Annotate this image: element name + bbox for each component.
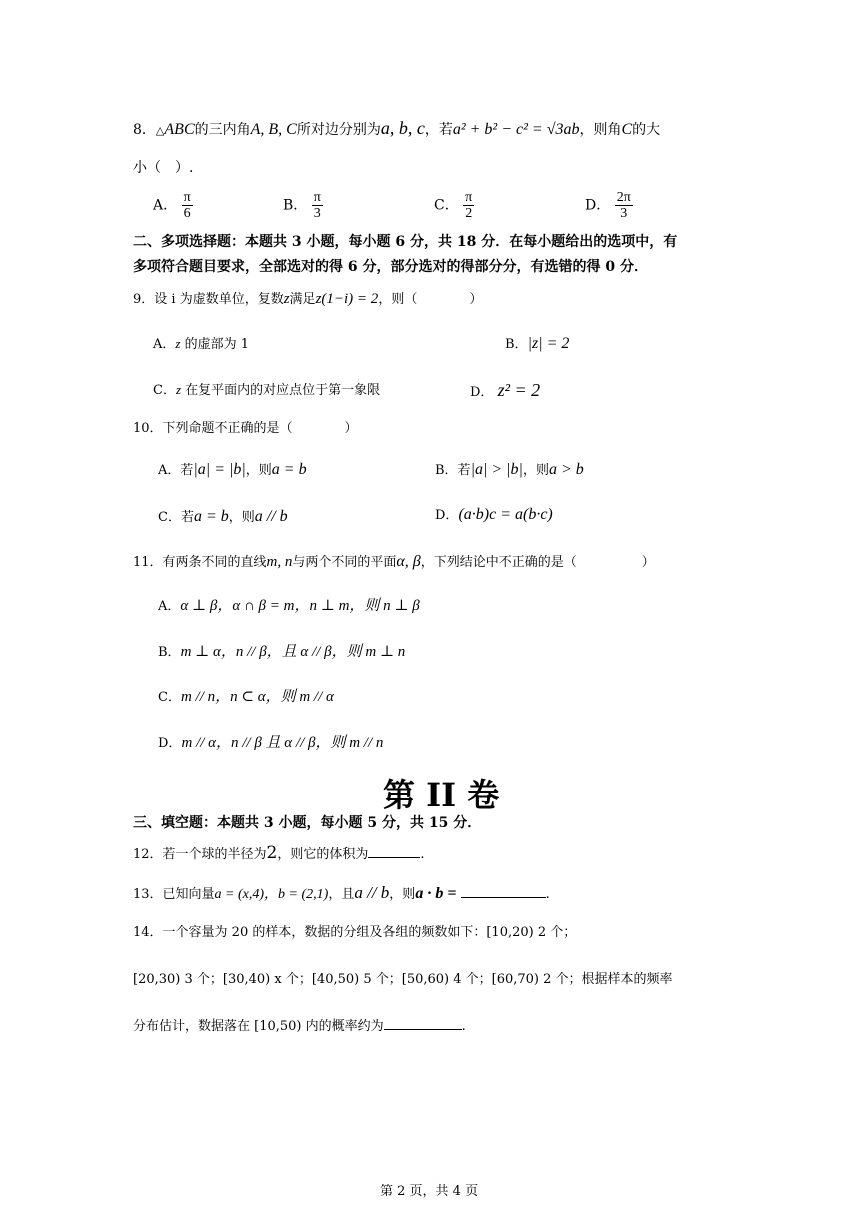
q8-option-c [434, 190, 474, 222]
q11-text: ，下列结论中不正确的是（ ） [420, 555, 655, 570]
vector-a: a = (x,4) [214, 887, 265, 902]
period: . [545, 887, 550, 902]
q8-line2: 小（ ）. [133, 160, 194, 176]
option-condition: |a| = |b| [193, 461, 246, 478]
q14-line2: [20,30) 3 个；[30,40) x 个；[40,50) 5 个；[50,60) 4 个；[60,70) 2 个；根据样本的频率 [133, 972, 673, 987]
option-label: A． [153, 337, 176, 352]
option-equation: |z| = 2 [527, 335, 570, 352]
option-text: m // α，n // β 且 α // β，则 m // n [181, 735, 384, 751]
numerator: π [465, 190, 473, 205]
q8-angles: A, B, C [250, 121, 297, 138]
q9-stem [133, 290, 482, 308]
q14-line1: 14．一个容量为 20 的样本，数据的分组及各组的频数如下：[10,20) 2 个； [133, 925, 577, 940]
option-result: a > b [548, 461, 584, 478]
q13-text: ，且 [328, 887, 355, 902]
fraction [182, 190, 193, 222]
q8-text: 的三内角 [194, 122, 251, 138]
numerator: π [313, 190, 321, 205]
q10-option-a [158, 460, 307, 479]
q9-option-b [505, 334, 569, 353]
option-label: D． [158, 736, 182, 751]
page-footer: 第 2 页，共 4 页 [380, 1184, 479, 1199]
q9-option-c [153, 382, 380, 399]
section2-header-line1: 二、多项选择题：本题共 3 小题，每小题 6 分，共 18 分．在每小题给出的选项中，有 [133, 234, 678, 250]
fraction [615, 190, 633, 222]
q9-text: 满足 [289, 292, 316, 307]
option-label: D． [470, 385, 494, 400]
fraction [463, 190, 474, 222]
option-label: A． [153, 197, 178, 214]
denominator: 2 [465, 206, 473, 222]
parallel-condition: a // b [354, 883, 390, 902]
q8-number: 8． [133, 122, 156, 138]
option-label: D． [585, 197, 611, 214]
planes-alpha-beta: α, β [396, 553, 421, 570]
option-condition: |a| > |b| [470, 461, 523, 478]
variable-z: z [175, 336, 181, 351]
q11-text: 11．有两条不同的直线 [133, 555, 267, 570]
numerator: 2π [616, 190, 631, 205]
option-label: C． [158, 690, 181, 705]
lines-mn: m, n [266, 554, 293, 570]
answer-blank[interactable] [384, 1028, 462, 1030]
option-equation: (a·b)c = a(b·c) [458, 506, 553, 523]
q10-option-c [158, 507, 288, 526]
option-text: ，则 [245, 463, 272, 478]
q8-sides: a, b, c [380, 118, 425, 138]
period: . [420, 847, 425, 862]
option-label: B． [505, 337, 528, 352]
section2-header-line2: 多项符合题目要求，全部选对的得 6 分，部分选对的得部分分，有选错的得 0 分． [133, 259, 648, 275]
option-text: ，则 [228, 510, 255, 525]
q13-text: 13．已知向量 [133, 887, 215, 902]
q10-option-d [435, 505, 553, 524]
q8-text: 的大 [632, 122, 661, 138]
numerator: π [183, 190, 191, 205]
denominator: 6 [183, 206, 191, 222]
q14-text: 分布估计，数据落在 [10,50) 内的概率约为 [133, 1019, 384, 1034]
q13 [133, 883, 550, 904]
denominator: 3 [620, 206, 628, 222]
q11-option-d [158, 734, 383, 752]
q10-stem: 10．下列命题不正确的是（ ） [133, 421, 358, 436]
q8-triangle-name: ABC [164, 121, 195, 138]
q8-text: ，若 [424, 122, 453, 138]
option-label: A． [158, 599, 181, 614]
period: . [461, 1019, 466, 1034]
q11-stem [133, 552, 655, 571]
option-text: ，则 [522, 463, 549, 478]
section3-header: 三、填空题：本题共 3 小题，每小题 5 分，共 15 分． [133, 815, 482, 831]
radius-value: 2 [266, 843, 278, 863]
option-label: B．若 [435, 463, 471, 478]
q8-line1 [133, 118, 660, 140]
answer-blank[interactable] [368, 856, 420, 858]
option-label: C． [434, 197, 459, 214]
option-text: 的虚部为 1 [180, 337, 249, 352]
q9-equation: z(1−i) = 2 [315, 291, 379, 307]
option-label: C． [153, 383, 176, 398]
denominator: 3 [313, 206, 321, 222]
variable-z: z [283, 291, 290, 307]
option-text: α ⊥ β，α ∩ β = m，n ⊥ m，则 n ⊥ β [180, 598, 420, 614]
option-text: 在复平面内的对应点位于第一象限 [181, 383, 381, 398]
option-result: a // b [254, 508, 288, 525]
option-label: A．若 [158, 463, 194, 478]
q11-option-c [158, 688, 334, 706]
option-label: B． [158, 645, 181, 660]
q8-text: ，则角 [579, 122, 622, 138]
option-label: B． [283, 197, 308, 214]
q11-option-b [158, 643, 405, 661]
dot-product: a · b = [415, 885, 457, 902]
q11-text: 与两个不同的平面 [292, 555, 397, 570]
option-label: D． [435, 508, 459, 523]
part2-title: 第 II 卷 [383, 776, 500, 814]
variable-z: z [175, 382, 182, 397]
q8-text: 所对边分别为 [296, 122, 381, 138]
q9-text: 9．设 i 为虚数单位，复数 [133, 292, 284, 307]
option-condition: a = b [193, 508, 229, 525]
q13-text: ，则 [389, 887, 416, 902]
option-result: a = b [271, 461, 307, 478]
q8-option-b [283, 190, 323, 222]
option-text: m // n，n ⊂ α，则 m // α [180, 689, 334, 705]
option-label: C．若 [158, 510, 194, 525]
q14-line3 [133, 1019, 466, 1035]
option-equation: z² = 2 [497, 380, 541, 400]
q12-text: 12．若一个球的半径为 [133, 847, 267, 862]
answer-blank[interactable] [461, 896, 546, 898]
vector-b: ，b = (2,1) [264, 887, 329, 902]
q9-option-a [153, 336, 249, 353]
q12 [133, 843, 425, 863]
q8-option-d [585, 190, 633, 222]
q8-equation: a² + b² − c² = √3ab [452, 121, 580, 138]
fraction [312, 190, 323, 222]
triangle-symbol: △ [155, 124, 165, 137]
option-text: m ⊥ α，n // β，且 α // β，则 m ⊥ n [180, 644, 406, 660]
q9-text: ，则（ ） [378, 292, 483, 307]
q8-angle-c: C [621, 121, 633, 138]
q11-option-a [158, 597, 420, 615]
q12-text: ，则它的体积为 [277, 847, 369, 862]
q10-option-b [435, 460, 584, 479]
q9-option-d [470, 380, 540, 402]
q8-option-a [153, 190, 193, 222]
